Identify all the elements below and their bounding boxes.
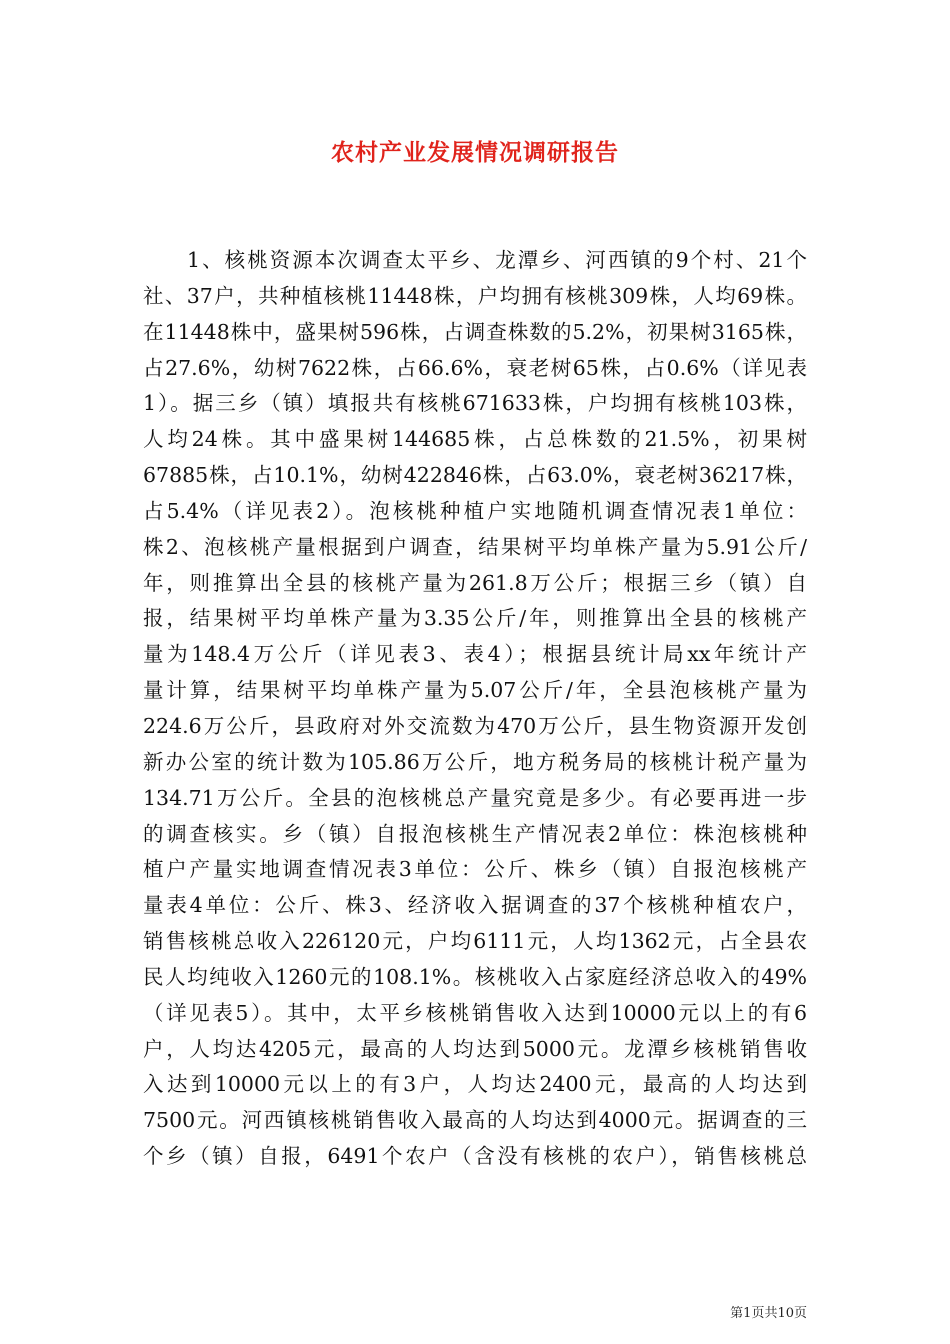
body-line: 入达到10000元以上的有3户，人均达2400元，最高的人均达到 bbox=[143, 1072, 807, 1097]
body-line: 个乡（镇）自报，6491个农户（含没有核桃的农户），销售核桃总 bbox=[143, 1144, 807, 1169]
body-line: 株2、泡核桃产量根据到户调查，结果树平均单株产量为5.91公斤/ bbox=[143, 534, 807, 559]
body-line: 销售核桃总收入226120元，户均6111元，人均1362元，占全县农 bbox=[143, 929, 807, 954]
body-line: 1）。据三乡（镇）填报共有核桃671633株，户均拥有核桃103株， bbox=[143, 391, 807, 416]
body-line: （详见表5）。其中，太平乡核桃销售收入达到10000元以上的有6 bbox=[143, 1000, 807, 1025]
body-line: 社、37户，共种植核桃11448株，户均拥有核桃309株，人均69株。 bbox=[143, 283, 807, 308]
document-body bbox=[143, 243, 807, 1175]
body-line: 1、核桃资源本次调查太平乡、龙潭乡、河西镇的9个村、21个 bbox=[187, 248, 807, 272]
body-line: 人均24株。其中盛果树144685株，占总株数的21.5%，初果树 bbox=[143, 427, 807, 452]
body-line: 占27.6%，幼树7622株，占66.6%，衰老树65株，占0.6%（详见表 bbox=[143, 355, 807, 380]
body-line: 在11448株中，盛果树596株，占调查株数的5.2%，初果树3165株， bbox=[143, 319, 807, 344]
body-line: 占5.4%（详见表2）。泡核桃种植户实地随机调查情况表1单位： bbox=[143, 498, 807, 523]
body-line: 量表4单位：公斤、株3、经济收入据调查的37个核桃种植农户， bbox=[143, 893, 807, 918]
body-line: 134.71万公斤。全县的泡核桃总产量究竟是多少。有必要再进一步 bbox=[143, 785, 807, 810]
body-line: 报，结果树平均单株产量为3.35公斤/年，则推算出全县的核桃产 bbox=[143, 606, 807, 631]
body-line: 年，则推算出全县的核桃产量为261.8万公斤；根据三乡（镇）自 bbox=[143, 570, 807, 595]
body-line: 民人均纯收入1260元的108.1%。核桃收入占家庭经济总收入的49% bbox=[143, 964, 807, 989]
body-line: 量为148.4万公斤（详见表3、表4）；根据县统计局xx年统计产 bbox=[143, 642, 807, 667]
body-line: 量计算，结果树平均单株产量为5.07公斤/年，全县泡核桃产量为 bbox=[143, 678, 807, 703]
page-number-footer: 第1页共10页 bbox=[730, 1306, 807, 1321]
body-line: 67885株，占10.1%，幼树422846株，占63.0%，衰老树36217株， bbox=[143, 463, 807, 488]
body-line: 7500元。河西镇核桃销售收入最高的人均达到4000元。据调查的三 bbox=[143, 1108, 807, 1133]
body-line: 224.6万公斤，县政府对外交流数为470万公斤，县生物资源开发创 bbox=[143, 713, 807, 738]
body-line: 植户产量实地调查情况表3单位：公斤、株乡（镇）自报泡核桃产 bbox=[143, 857, 807, 882]
document-title: 农村产业发展情况调研报告 bbox=[331, 139, 619, 166]
body-line: 户，人均达4205元，最高的人均达到5000元。龙潭乡核桃销售收 bbox=[143, 1036, 807, 1061]
body-line: 新办公室的统计数为105.86万公斤，地方税务局的核桃计税产量为 bbox=[143, 749, 807, 774]
body-line: 的调查核实。乡（镇）自报泡核桃生产情况表2单位：株泡核桃种 bbox=[143, 821, 807, 846]
